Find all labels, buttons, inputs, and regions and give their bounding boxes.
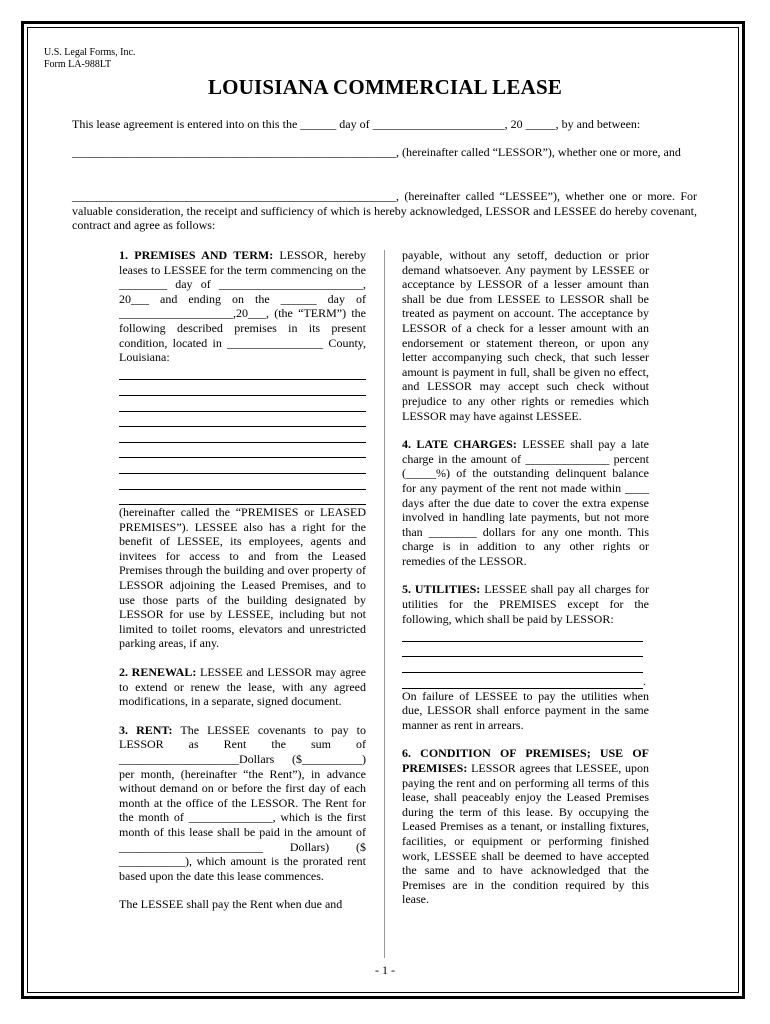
section-1-premises — [119, 248, 366, 365]
utilities-period: . — [643, 674, 646, 689]
document-title: LOUISIANA COMMERCIAL LEASE — [207, 75, 563, 99]
premises-description-lines — [119, 366, 366, 505]
section-1-heading: 1. PREMISES AND TERM: — [119, 248, 274, 262]
section-6-text: LESSOR agrees that LESSEE, upon paying the rent and on performing all terms of this lease, shall peaceably enjoy the Leased Premises during the term of this lease. By occupying the Leased Premises as a tenant, or installing fixtures, facilities, or equipment or performing finished work, LESSEE shall be deemed to have accepted the same and to have acknowledged that the Premises are in the condition required by this lease. — [402, 761, 649, 907]
section-1-text: LESSOR, hereby leases to LESSEE for the term commencing on the ________ day of ________________________, 20___ and ending on the ______ day of ___________________,20___, (the “TERM”) the following described premises in its present condition, located in ________________ County, Louisiana: — [119, 248, 366, 365]
section-5-continued: On failure of LESSEE to pay the utilities when due, LESSOR shall enforce payment in the same manner as rent in arrears. — [402, 688, 649, 732]
intro-date-line — [72, 117, 697, 132]
form-header — [44, 47, 135, 71]
section-3-rent — [119, 723, 366, 884]
blank-line — [119, 444, 366, 458]
blank-line — [119, 460, 366, 474]
utilities-exception-lines — [402, 628, 649, 689]
section-3-heading: 3. RENT: — [119, 722, 173, 737]
blank-line — [119, 429, 366, 443]
left-column — [119, 248, 366, 912]
blank-line — [119, 398, 366, 412]
blank-line — [402, 628, 643, 642]
blank-line — [119, 491, 366, 505]
section-5-text: LESSEE shall pay all charges for utilities for the PREMISES except for the following, which shall be paid by LESSOR: — [402, 582, 649, 626]
section-2-heading: 2. RENEWAL: — [119, 665, 197, 680]
section-4-text: LESSEE shall pay a late charge in the amount of ______________ percent (_____%) of the outstanding delinquent balance for any payment of the rent not made within ____ days after the due date to cover the extra expense involved in handling late payments, but not more than ________ dollars for any one month. This charge is in addition to any other rights or remedies of the LESSOR. — [402, 437, 649, 568]
lessee-clause: ______________________________________________________, (hereinafter called “LESSEE”), whether one or more. For valuable consideration, the receipt and sufficiency of which is hereby acknowledged, LESSOR and LESSEE do hereby covenant, contract and agree as follows: — [72, 189, 697, 233]
lessor-clause: ______________________________________________________, (hereinafter called “LESSOR”), whether one or more, and — [72, 145, 681, 159]
section-3-continued: The LESSEE shall pay the Rent when due and — [119, 897, 343, 912]
intro-lessor — [72, 145, 697, 160]
section-3-rent-continued: payable, without any setoff, deduction or prior demand whatsoever. Any payment by LESSEE or acceptance by LESSOR of a lesser amount than shall be due from LESSEE to LESSOR shall be treated as payment on account. The acceptance by LESSOR of a check for a lesser amount with an endorsement or statement thereon, or upon any letter accompanying such check, that such lesser amount is payment in full, shall be given no effect, and LESSOR may accept such check without prejudice to any other rights or remedies which LESSOR may have against LESSEE. — [402, 248, 649, 423]
section-4-heading: 4. LATE CHARGES: — [402, 437, 517, 452]
blank-line — [402, 643, 643, 657]
column-divider — [384, 250, 385, 958]
section-6-condition-use — [402, 746, 649, 907]
section-4-late-charges — [402, 437, 649, 568]
intro-line-1: This lease agreement is entered into on this the ______ day of ______________________, 20 _____, by and between: — [72, 117, 641, 131]
publisher-line: U.S. Legal Forms, Inc. — [44, 47, 136, 58]
blank-line — [119, 413, 366, 427]
blank-line — [402, 675, 643, 689]
section-5-heading: 5. UTILITIES: — [402, 582, 481, 597]
right-column — [402, 248, 649, 907]
section-3-text: The LESSEE covenants to pay to LESSOR as Rent the sum of ____________________Dollars ($__________) per month, (hereinafter “the Rent”), in advance without demand on or before the first day of each month at the office of the LESSOR. The Rent for the month of ______________, which is the first month of this lease shall be paid in the amount of ________________________ Dollars) ($ ___________), which amount is the prorated rent based upon the date this lease commences. — [119, 722, 366, 883]
section-6-heading: 6. CONDITION OF PREMISES; USE OF PREMISES: — [402, 746, 649, 775]
page-number: - 1 - — [375, 963, 395, 977]
blank-line — [119, 366, 366, 380]
section-1-continued: (hereinafter called the “PREMISES or LEASED PREMISES”). LESSEE also has a right for the benefit of LESSEE, its employees, agents and invitees for access to and from the Leased Premises through the building and over property of LESSOR adjoining the Leased Premises, and to use those parts of the building designated by LESSOR for use by LESSEE, including but not limited to toilet rooms, elevators and unrestricted parking areas, if any. — [119, 505, 366, 651]
section-2-text: LESSEE and LESSOR may agree to extend or renew the lease, with any agreed modifications, in a separate, signed document. — [119, 665, 366, 709]
section-5-utilities — [402, 582, 649, 626]
intro-lessee — [72, 189, 697, 233]
blank-line — [119, 382, 366, 396]
blank-line — [119, 476, 366, 490]
form-number-line: Form LA-988LT — [44, 59, 112, 70]
blank-line — [402, 659, 643, 673]
section-2-renewal — [119, 665, 366, 709]
